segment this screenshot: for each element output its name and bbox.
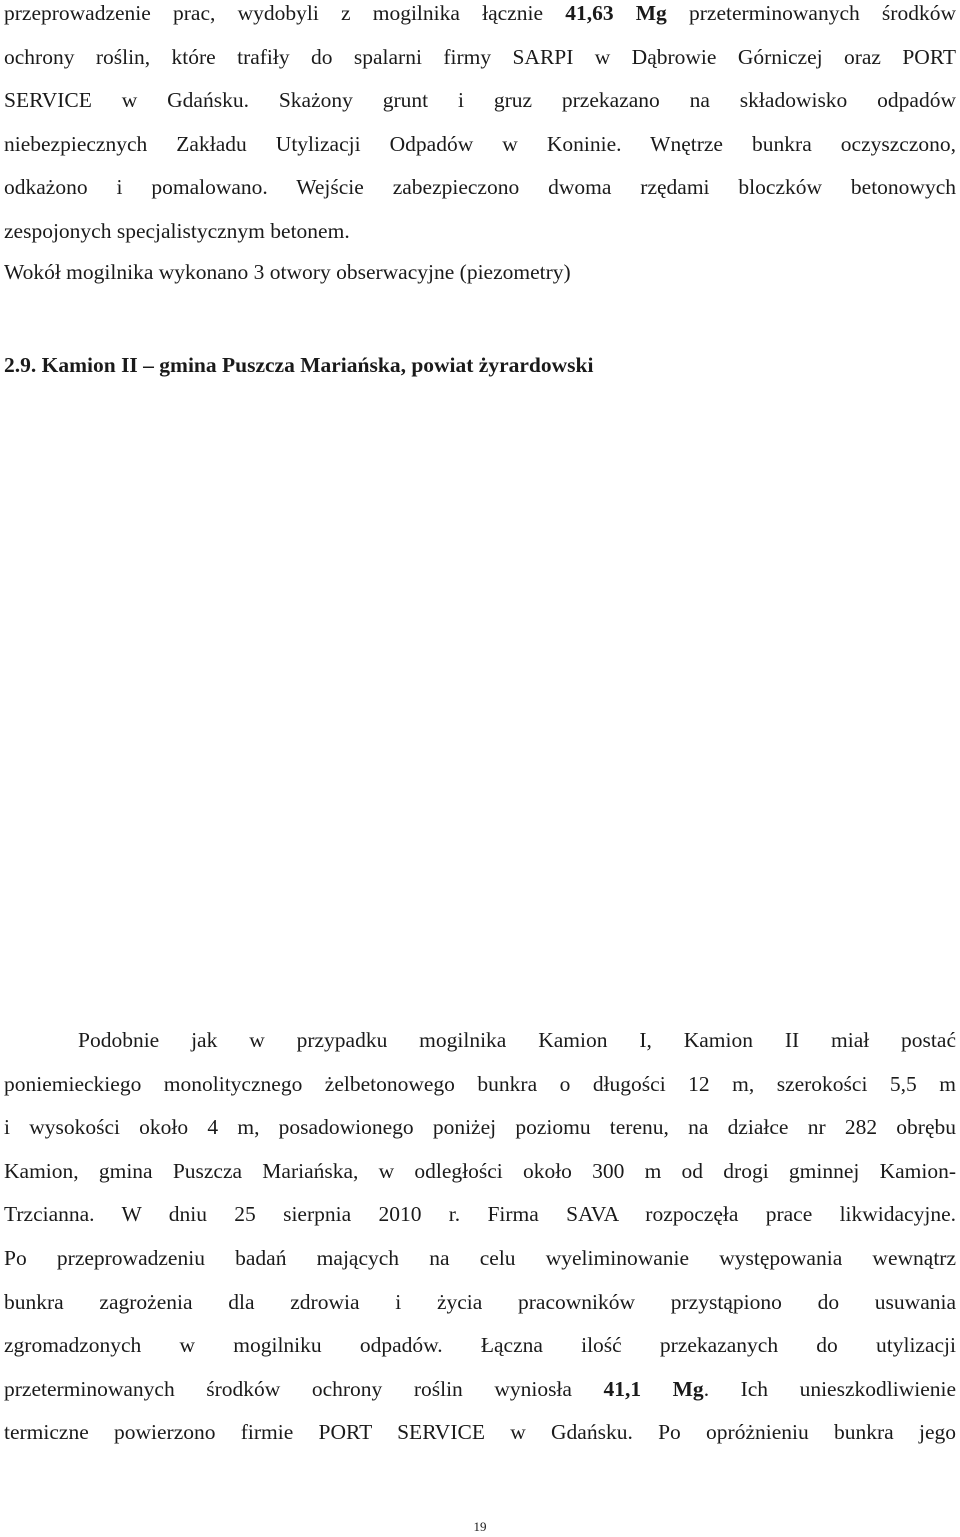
bottom-paragraph-line: Podobnie jak w przypadku mogilnika Kamion I, Kamion II miał postać [78, 1028, 956, 1052]
section-heading: 2.9. Kamion II – gmina Puszcza Mariańska, powiat żyrardowski [4, 353, 594, 377]
bottom-paragraph-line: Po przeprowadzeniu badań mających na celu wyeliminowanie występowania wewnątrz [4, 1246, 956, 1270]
top-paragraph-line: przeprowadzenie prac, wydobyli z mogilnika łącznie 41,63 Mg przeterminowanych środków [4, 1, 956, 25]
top-paragraph-line: SERVICE w Gdańsku. Skażony grunt i gruz przekazano na składowisko odpadów [4, 88, 956, 113]
bottom-paragraph-line: i wysokości około 4 m, posadowionego poniżej poziomu terenu, na działce nr 282 obrębu [4, 1115, 956, 1140]
bottom-paragraph-line: termiczne powierzono firmie PORT SERVICE w Gdańsku. Po opróżnieniu bunkra jego [4, 1420, 956, 1445]
bold-quantity: 41,63 Mg [565, 1, 667, 25]
bottom-paragraph-line: przeterminowanych środków ochrony roślin wyniosła 41,1 Mg. Ich unieszkodliwienie [4, 1376, 957, 1401]
bottom-paragraph-line: Trzcianna. W dniu 25 sierpnia 2010 r. Firma SAVA rozpoczęła prace likwidacyjne. [4, 1202, 956, 1227]
top-paragraph-line: odkażono i pomalowano. Wejście zabezpieczono dwoma rzędami bloczków betonowych [4, 175, 956, 200]
page-number: 19 [473, 1519, 487, 1534]
bottom-paragraph-line: Kamion, gmina Puszcza Mariańska, w odległości około 300 m od drogi gminnej Kamion- [4, 1158, 956, 1183]
bottom-paragraph-line: poniemieckiego monolitycznego żelbetonowego bunkra o długości 12 m, szerokości 5,5 m [4, 1071, 956, 1096]
bottom-paragraph-line: zgromadzonych w mogilniku odpadów. Łączna ilość przekazanych do utylizacji [4, 1333, 956, 1358]
top-paragraph-line: zespojonych specjalistycznym betonem. [4, 219, 350, 243]
bold-quantity: 41,1 Mg [603, 1376, 704, 1401]
piezometry-line: Wokół mogilnika wykonano 3 otwory obserwacyjne (piezometry) [4, 260, 571, 284]
top-paragraph-line: niebezpiecznych Zakładu Utylizacji Odpadów w Koninie. Wnętrze bunkra oczyszczono, [4, 131, 956, 156]
bottom-paragraph-line: bunkra zagrożenia dla zdrowia i życia pracowników przystąpiono do usuwania [4, 1289, 956, 1314]
top-paragraph-line: ochrony roślin, które trafiły do spalarni firmy SARPI w Dąbrowie Górniczej oraz PORT [4, 44, 956, 69]
